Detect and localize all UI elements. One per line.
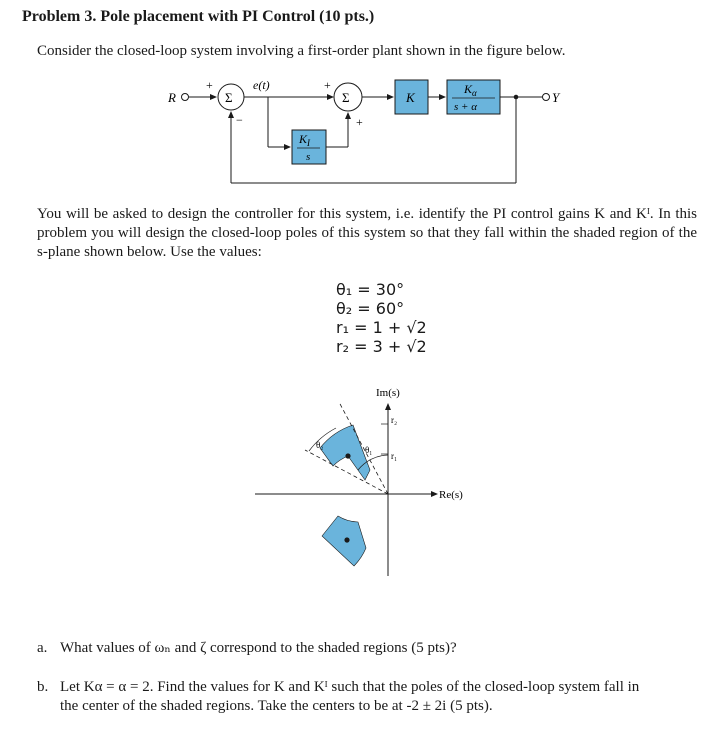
pole-center-upper bbox=[345, 453, 350, 458]
question-b bbox=[37, 678, 697, 716]
r2-value: r₂ = 3 + √2 bbox=[336, 337, 427, 356]
re-axis-label: Re(s) bbox=[439, 489, 463, 501]
problem-title: Problem 3. Pole placement with PI Control (10 pts.) bbox=[22, 8, 375, 25]
ki-denominator: s bbox=[306, 151, 311, 163]
plant-numerator: $K_\alpha$ bbox=[464, 82, 477, 98]
theta2-value: θ₂ = 60° bbox=[336, 299, 405, 318]
s-plane-figure bbox=[240, 380, 500, 580]
question-a-text: What values of ωₙ and ζ correspond to the shaded regions (5 pts)? bbox=[60, 640, 457, 656]
sum2-plus-bottom: + bbox=[356, 115, 363, 129]
plant-denominator: s + α bbox=[454, 101, 477, 113]
input-label: R bbox=[168, 90, 176, 105]
input-terminal bbox=[182, 94, 189, 101]
ki-numerator: $K_I$ bbox=[299, 132, 311, 148]
question-b-label: b. bbox=[37, 679, 49, 695]
pole-center-lower bbox=[344, 537, 349, 542]
r2-label: r₂ bbox=[391, 415, 398, 425]
block-diagram bbox=[0, 70, 727, 190]
sum-symbol-1: Σ bbox=[225, 90, 233, 105]
sum1-minus-sign: − bbox=[236, 113, 243, 127]
error-label: e(t) bbox=[253, 78, 270, 92]
sum-symbol-2: Σ bbox=[342, 90, 350, 105]
shaded-region-lower bbox=[322, 516, 366, 566]
r1-value: r₁ = 1 + √2 bbox=[336, 318, 427, 337]
theta1-label: θ₁ bbox=[365, 445, 373, 455]
sum1-plus-sign: + bbox=[206, 78, 213, 92]
r1-label: r₁ bbox=[391, 451, 398, 461]
k-label: K bbox=[406, 90, 415, 105]
intro-text: Consider the closed-loop system involving a first-order plant shown in the figure below. bbox=[37, 43, 566, 59]
theta2-label: θ₂ bbox=[316, 440, 324, 450]
given-values bbox=[336, 280, 427, 356]
question-a bbox=[37, 639, 457, 658]
instructions-paragraph: You will be asked to design the controller for this system, i.e. identify the PI control gains K and Kᴵ. In this problem you will design the closed-loop poles of this system so that they fall within the shaded region of the s-plane shown below. Use the values: bbox=[37, 206, 697, 260]
question-a-label: a. bbox=[37, 640, 48, 656]
sum2-plus-top: + bbox=[324, 78, 331, 92]
question-b-text-1: Let Kα = α = 2. Find the values for K and Kᴵ such that the poles of the closed-loop system fall in bbox=[60, 679, 640, 695]
output-terminal bbox=[543, 94, 550, 101]
question-b-text-2: the center of the shaded regions. Take the centers to be at -2 ± 2i (5 pts). bbox=[60, 698, 493, 714]
im-axis-label: Im(s) bbox=[376, 387, 400, 399]
theta1-value: θ₁ = 30° bbox=[336, 280, 405, 299]
output-pickoff-dot bbox=[514, 95, 519, 100]
output-label: Y bbox=[552, 90, 560, 105]
